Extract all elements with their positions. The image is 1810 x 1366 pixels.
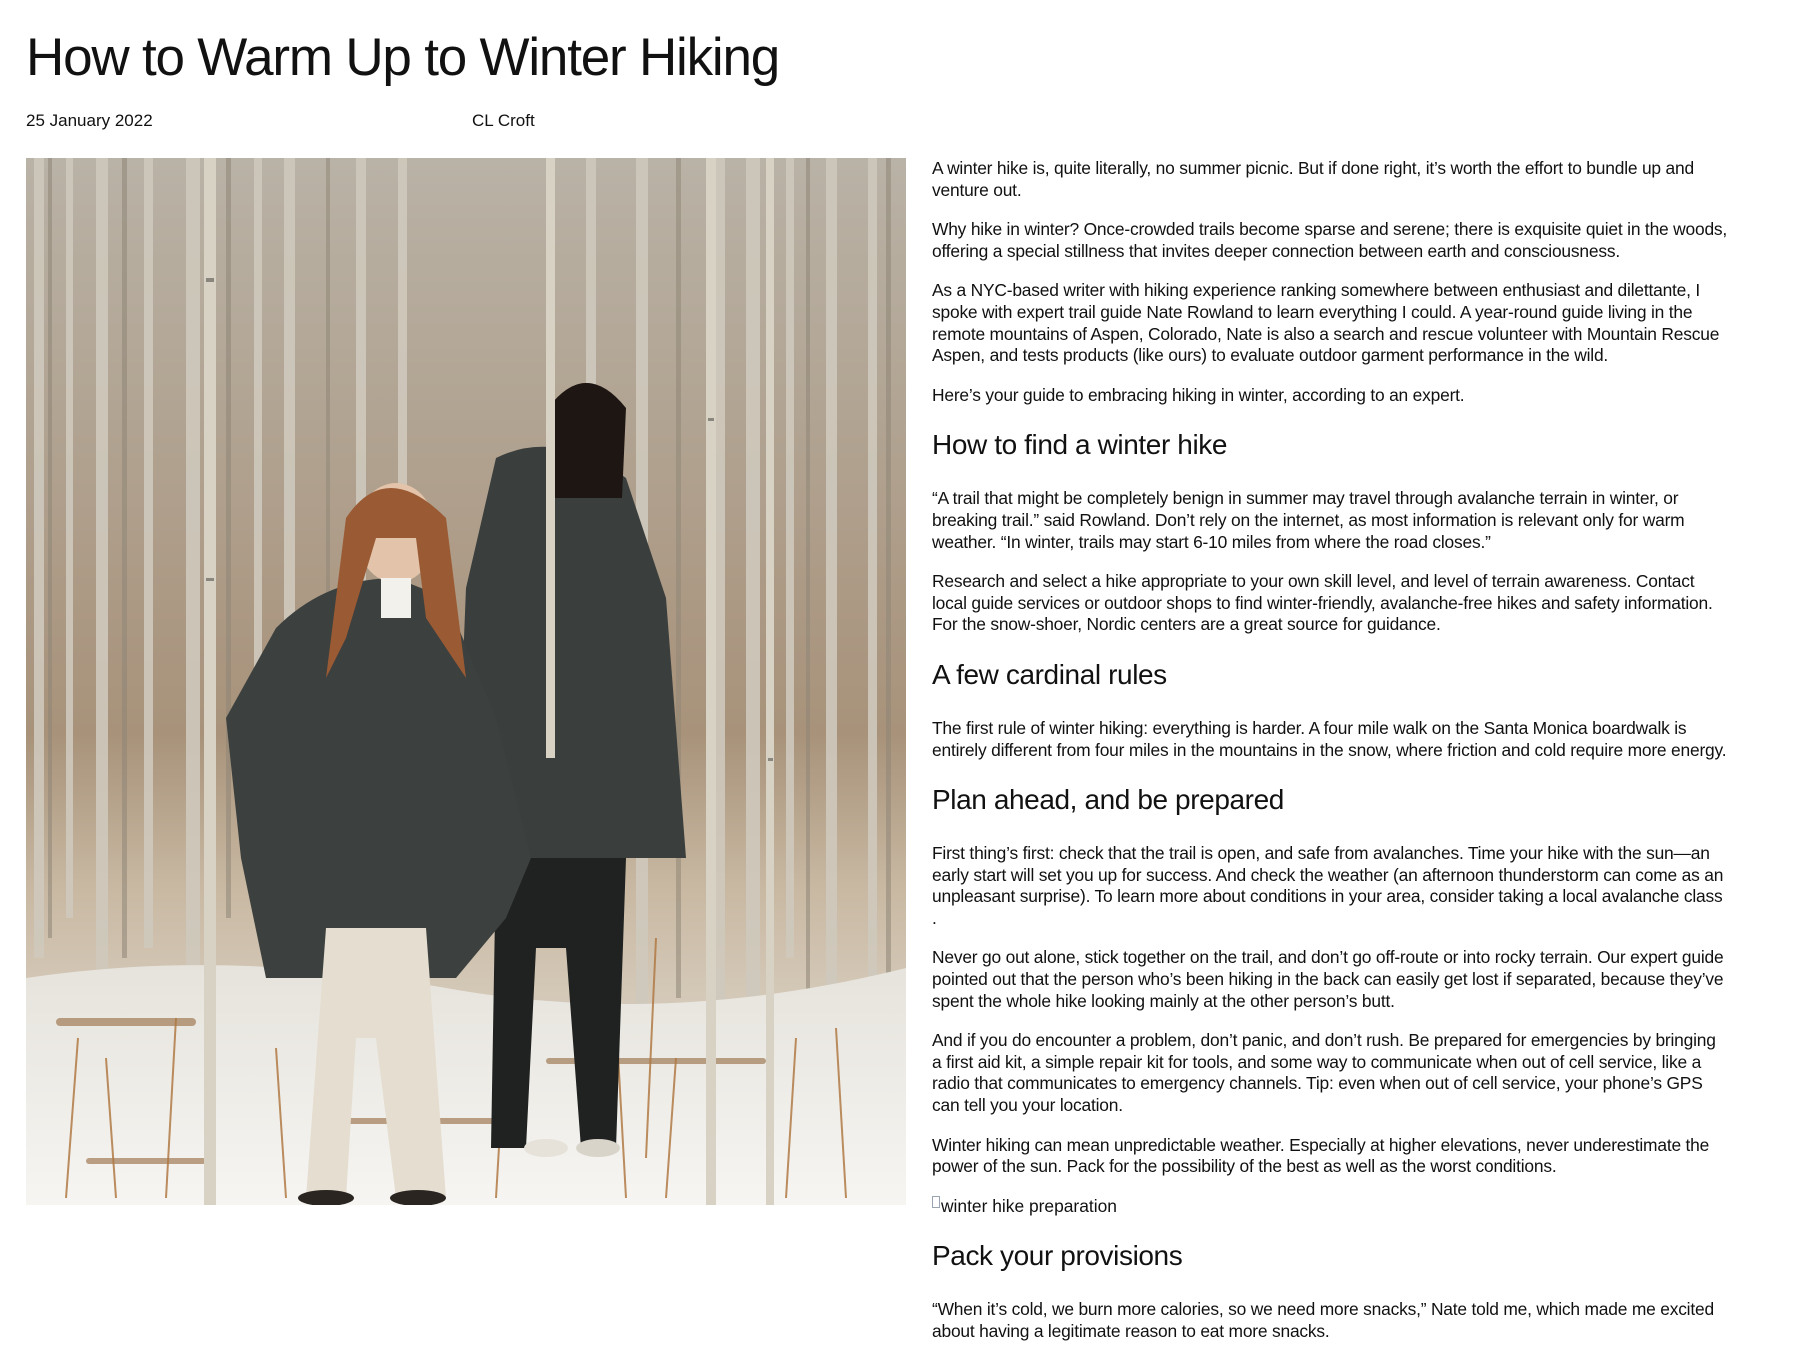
article-body bbox=[932, 158, 1728, 1361]
paragraph-trail-benign: “A trail that might be completely benign in summer may travel through avalanche terrain in winter, or breaking trail.” said Rowland. Don’t rely on the internet, as most information is relevant only for warm weather. “In winter, trails may start 6-10 miles from where the road closes.” bbox=[932, 488, 1685, 552]
paragraph-research: Research and select a hike appropriate to your own skill level, and level of terrain awareness. Contact local guide services or outdoor shops to find winter-friendly, avalanche-free hikes and safety information. For the snow-shoer, Nordic centers are a great source for guidance. bbox=[932, 571, 1713, 635]
heading-cardinal-rules: A few cardinal rules bbox=[932, 658, 1167, 690]
inline-image-winter-prep bbox=[932, 1196, 1728, 1218]
broken-image-icon bbox=[932, 1196, 940, 1208]
paragraph-emergencies: And if you do encounter a problem, don’t panic, and don’t rush. Be prepared for emergencies by bringing a first aid kit, a simple repair kit for tools, and some way to communicate when out of cell service, like a radio that communicates to emergency channels. Tip: even when out of cell service, your phone’s GPS can tell you your location. bbox=[932, 1030, 1716, 1116]
paragraph-about-writer: As a NYC-based writer with hiking experience ranking somewhere between enthusiast and dilettante, I spoke with expert trail guide Nate Rowland to learn everything I could. A year-round guide living in the remote mountains of Aspen, Colorado, Nate is also a search and rescue volunteer with Mountain Rescue Aspen, and tests products (like ours) to evaluate outdoor garment performance in the wild. bbox=[932, 280, 1720, 366]
image-alt-text: winter hike preparation bbox=[941, 1195, 1117, 1216]
heading-pack-provisions: Pack your provisions bbox=[932, 1240, 1183, 1272]
heading-plan-ahead: Plan ahead, and be prepared bbox=[932, 784, 1284, 816]
hero-image bbox=[26, 158, 906, 1205]
paragraph-snacks: “When it’s cold, we burn more calories, so we need more snacks,” Nate told me, which made me excited about having a legitimate reason to eat more snacks. bbox=[932, 1299, 1714, 1341]
paragraph-intro: A winter hike is, quite literally, no summer picnic. But if done right, it’s worth the effort to bundle up and venture out. bbox=[932, 158, 1694, 200]
paragraph-weather: Winter hiking can mean unpredictable weather. Especially at higher elevations, never underestimate the power of the sun. Pack for the possibility of the best as well as the worst conditions. bbox=[932, 1134, 1710, 1177]
paragraph-check-trail: First thing’s first: check that the trail is open, and safe from avalanches. Time your hike with the sun—an early start will set you up for success. And check the weather (an afternoon thunderstorm can come as an unpleasant surprise). To learn more about conditions in your area, consider taking a local avalanche class . bbox=[932, 843, 1724, 928]
paragraph-never-alone: Never go out alone, stick together on the trail, and don’t go off-route or into rocky terrain. Our expert guide pointed out that the person who’s been hiking in the back can easily get lost if separated, because they’ve spent the whole hike looking mainly at the other person’s butt. bbox=[932, 947, 1724, 1011]
hero-photo-winter-hikers bbox=[26, 158, 906, 1205]
article-title: How to Warm Up to Winter Hiking bbox=[26, 28, 780, 87]
publish-date: 25 January 2022 bbox=[26, 111, 153, 130]
author-link[interactable]: CL Croft bbox=[472, 111, 535, 130]
paragraph-guide-intro: Here’s your guide to embracing hiking in winter, according to an expert. bbox=[932, 384, 1465, 405]
heading-find-winter-hike: How to find a winter hike bbox=[932, 429, 1228, 461]
paragraph-first-rule: The first rule of winter hiking: everything is harder. A four mile walk on the Santa Monica boardwalk is entirely different from four miles in the mountains in the snow, where friction and cold require more energy. bbox=[932, 717, 1727, 760]
paragraph-why-winter: Why hike in winter? Once-crowded trails become sparse and serene; there is exquisite quiet in the woods, offering a special stillness that invites deeper connection between earth and consciousness. bbox=[932, 219, 1728, 261]
